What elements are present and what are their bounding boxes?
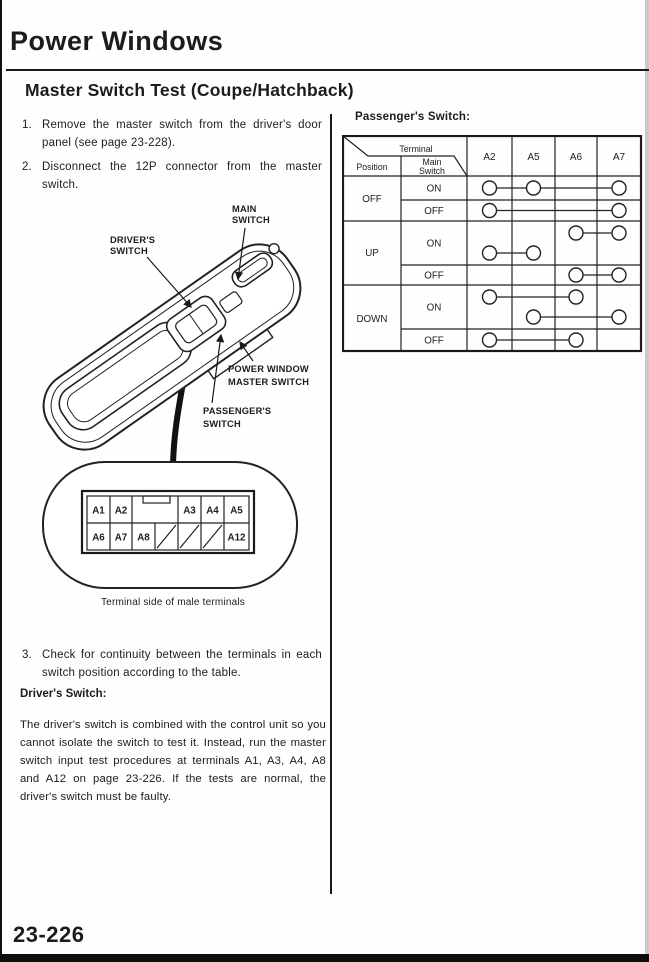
main-switch-label-2: SWITCH bbox=[232, 215, 270, 225]
corner-switch: Switch bbox=[419, 166, 445, 176]
passengers-switch-label: PASSENGER'S bbox=[203, 406, 272, 416]
main-off-on: ON bbox=[426, 183, 442, 195]
drivers-switch-paragraph: The driver's switch is combined with the control unit so you cannot isolate the switch to test it. Instead, run the master switch input test procedures at terminals A1, A3, A4, A8 and A12 on page 23-226. If the tests are normal, the driver's switch must be faulty. bbox=[20, 719, 326, 803]
step-text: Disconnect the 12P connector from the master switch. bbox=[42, 161, 322, 191]
col-header-a6: A6 bbox=[569, 152, 583, 163]
pin-a7: A7 bbox=[114, 532, 128, 544]
title-rule bbox=[6, 69, 649, 71]
main-up-off: OFF bbox=[424, 270, 444, 282]
drivers-switch-label: DRIVER'S bbox=[110, 235, 156, 245]
table-grid bbox=[343, 136, 641, 351]
pin-a1: A1 bbox=[92, 505, 105, 517]
pin-a4: A4 bbox=[206, 505, 219, 517]
passengers-switch-label-2: SWITCH bbox=[203, 419, 241, 429]
page-title: Power Windows bbox=[10, 26, 224, 56]
pin-a8: A8 bbox=[137, 532, 150, 544]
main-down-on: ON bbox=[426, 302, 442, 314]
main-off-off: OFF bbox=[424, 206, 444, 217]
step-1 bbox=[22, 116, 322, 152]
drivers-switch-heading: Driver's Switch: bbox=[20, 688, 107, 700]
section-title: Master Switch Test (Coupe/Hatchback) bbox=[25, 80, 354, 100]
step-number: 2. bbox=[22, 161, 32, 173]
page-number: 23-226 bbox=[13, 922, 85, 947]
col-header-a2: A2 bbox=[483, 152, 496, 163]
page-left-edge bbox=[0, 0, 2, 962]
corner-terminal: Terminal bbox=[399, 144, 433, 154]
corner-main: Main bbox=[422, 157, 442, 167]
master-switch-diagram bbox=[25, 195, 337, 627]
step-2 bbox=[22, 158, 322, 194]
pin-a12: A12 bbox=[227, 532, 246, 544]
passenger-switch-table bbox=[342, 135, 643, 353]
main-switch-label: MAIN bbox=[232, 204, 257, 214]
step-text: Remove the master switch from the driver's door panel (see page 23-228). bbox=[42, 119, 322, 149]
continuity-connections bbox=[483, 181, 627, 347]
page-bottom-bar bbox=[0, 954, 649, 962]
step-text: Check for continuity between the terminals in each switch position according to the table. bbox=[42, 649, 322, 679]
main-down-off: OFF bbox=[424, 335, 444, 347]
step-number: 3. bbox=[22, 649, 32, 661]
corner-position: Position bbox=[356, 162, 388, 172]
main-up-on: ON bbox=[426, 238, 442, 250]
pin-a5: A5 bbox=[230, 505, 243, 517]
drivers-switch-label-2: SWITCH bbox=[110, 246, 148, 256]
step-number: 1. bbox=[22, 119, 32, 131]
connector-caption: Terminal side of male terminals bbox=[100, 597, 246, 608]
page-right-edge bbox=[645, 0, 649, 962]
pin-a3: A3 bbox=[183, 505, 196, 517]
passenger-switch-heading: Passenger's Switch: bbox=[355, 111, 471, 123]
col-header-a5: A5 bbox=[527, 152, 540, 163]
position-off: OFF bbox=[362, 194, 382, 205]
pin-a2: A2 bbox=[114, 505, 128, 517]
col-header-a7: A7 bbox=[612, 152, 626, 163]
step-3 bbox=[22, 646, 322, 682]
master-switch-label-2: MASTER SWITCH bbox=[228, 377, 310, 387]
pin-a6: A6 bbox=[92, 532, 105, 544]
position-up: UP bbox=[365, 248, 379, 259]
position-down: DOWN bbox=[356, 314, 388, 325]
master-switch-label: POWER WINDOW bbox=[228, 364, 309, 374]
